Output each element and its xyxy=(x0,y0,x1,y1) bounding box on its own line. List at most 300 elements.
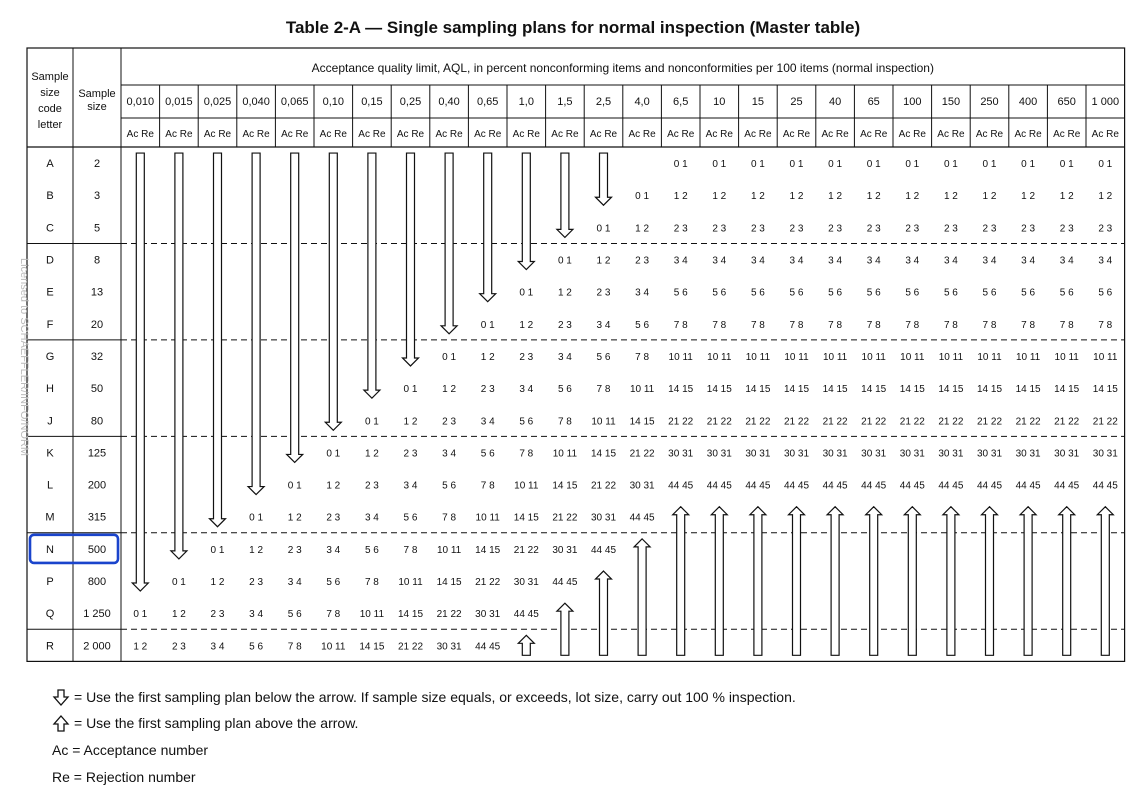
plan-cell: 3 4 xyxy=(210,641,225,653)
plan-cell: 14 15 xyxy=(513,512,539,524)
legend-down-text: = Use the first sampling plan below the arrow. If sample size equals, or exceeds, lot size, carry out 100 % inspection. xyxy=(74,689,796,705)
plan-cell: 1 2 xyxy=(557,287,572,299)
plan-cell: 3 4 xyxy=(480,416,495,428)
plan-cell: 3 4 xyxy=(1021,255,1036,267)
header-code-letter: code xyxy=(38,103,62,115)
plan-cell: 0 1 xyxy=(943,159,958,171)
row-sample-size: 200 xyxy=(87,479,107,492)
row-code-letter: L xyxy=(46,479,54,492)
plan-cell: 10 11 xyxy=(784,351,809,363)
header-acre: Ac Re xyxy=(474,129,502,140)
plan-cell: 44 45 xyxy=(552,577,578,589)
row-code-letter: P xyxy=(46,576,54,589)
plan-cell: 44 45 xyxy=(629,512,655,524)
plan-cell: 14 15 xyxy=(745,384,771,396)
header-aql-value: 4,0 xyxy=(634,96,650,108)
plan-cell: 0 1 xyxy=(403,384,418,396)
plan-cell: 14 15 xyxy=(899,384,925,396)
plan-cell: 30 31 xyxy=(590,512,617,524)
plan-cell: 14 15 xyxy=(397,609,424,621)
plan-cell: 5 6 xyxy=(596,351,611,363)
up-arrow-icon xyxy=(1097,507,1113,656)
up-arrow-icon xyxy=(557,603,573,655)
plan-cell: 3 4 xyxy=(673,255,688,267)
down-arrow-icon xyxy=(403,153,419,366)
plan-cell: 14 15 xyxy=(475,544,501,556)
plan-cell: 7 8 xyxy=(866,319,881,331)
plan-cell: 5 6 xyxy=(249,641,264,653)
header-acre: Ac Re xyxy=(628,129,656,140)
plan-cell: 3 4 xyxy=(287,577,302,589)
plan-cell: 21 22 xyxy=(1092,416,1118,428)
plan-cell: 5 6 xyxy=(635,319,650,331)
plan-cell: 10 11 xyxy=(1054,351,1079,363)
plan-cell: 14 15 xyxy=(629,416,655,428)
plan-cell: 5 6 xyxy=(789,287,804,299)
row-code-letter: E xyxy=(46,286,54,299)
plan-cell: 10 11 xyxy=(1093,351,1118,363)
plan-cell: 0 1 xyxy=(1021,159,1036,171)
plan-cell: 2 3 xyxy=(943,223,958,235)
row-code-letter: B xyxy=(46,190,54,203)
header-aql-value: 1 000 xyxy=(1091,96,1120,108)
plan-cell: 30 31 xyxy=(436,641,462,653)
plan-cell: 21 22 xyxy=(629,448,655,460)
header-sample-size: Sample xyxy=(78,88,116,100)
down-arrow-icon xyxy=(287,153,303,462)
plan-cell: 14 15 xyxy=(1015,384,1041,396)
table-title: Table 2-A — Single sampling plans for normal inspection (Master table) xyxy=(285,18,861,37)
header-acre: Ac Re xyxy=(898,129,926,140)
plan-cell: 5 6 xyxy=(403,512,418,524)
plan-cell: 44 45 xyxy=(706,480,732,492)
plan-cell: 7 8 xyxy=(287,641,302,653)
plan-cell: 2 3 xyxy=(982,223,997,235)
plan-cell: 7 8 xyxy=(750,319,765,331)
plan-cell: 0 1 xyxy=(1059,159,1074,171)
plan-cell: 2 3 xyxy=(249,577,264,589)
header-acre: Ac Re xyxy=(319,129,347,140)
plan-cell: 2 3 xyxy=(712,223,727,235)
header-aql-value: 0,25 xyxy=(399,96,422,108)
plan-cell: 44 45 xyxy=(1015,480,1041,492)
row-code-letter: N xyxy=(46,543,54,556)
plan-cell: 10 11 xyxy=(321,641,346,653)
plan-cell: 2 3 xyxy=(364,480,379,492)
row-code-letter: C xyxy=(46,222,54,235)
plan-cell: 14 15 xyxy=(436,577,462,589)
plan-cell: 3 4 xyxy=(596,319,611,331)
plan-cell: 14 15 xyxy=(938,384,964,396)
header-aql-value: 15 xyxy=(751,96,765,108)
plan-cell: 1 2 xyxy=(596,255,611,267)
row-sample-size: 800 xyxy=(87,576,107,589)
plan-cell: 21 22 xyxy=(976,416,1003,428)
plan-cell: 7 8 xyxy=(403,544,418,556)
plan-cell: 0 1 xyxy=(750,159,765,171)
plan-cell: 21 22 xyxy=(436,609,462,621)
plan-cell: 14 15 xyxy=(552,480,578,492)
plan-cell: 5 6 xyxy=(750,287,765,299)
plan-cell: 5 6 xyxy=(982,287,997,299)
header-aql-value: 10 xyxy=(713,96,726,108)
header-aql-value: 0,015 xyxy=(165,96,193,108)
plan-cell: 0 1 xyxy=(1098,159,1113,171)
plan-cell: 30 31 xyxy=(629,480,655,492)
up-arrow-icon xyxy=(711,507,727,656)
plan-cell: 21 22 xyxy=(706,416,732,428)
plan-cell: 7 8 xyxy=(905,319,920,331)
plan-cell: 5 6 xyxy=(364,544,379,556)
header-aql-value: 100 xyxy=(903,96,922,108)
plan-cell: 30 31 xyxy=(1092,448,1118,460)
header-acre: Ac Re xyxy=(281,129,309,140)
down-arrow-icon xyxy=(171,153,187,559)
header-acre: Ac Re xyxy=(975,129,1004,140)
row-sample-size: 32 xyxy=(90,350,104,363)
plan-cell: 2 3 xyxy=(557,319,572,331)
plan-cell: 30 31 xyxy=(861,448,887,460)
plan-cell: 21 22 xyxy=(899,416,925,428)
header-aql-value: 1,5 xyxy=(557,96,573,108)
plan-cell: 21 22 xyxy=(861,416,887,428)
plan-cell: 30 31 xyxy=(552,544,578,556)
plan-cell: 5 6 xyxy=(326,577,341,589)
plan-cell: 0 1 xyxy=(364,416,379,428)
plan-cell: 7 8 xyxy=(1059,319,1074,331)
header-aql-value: 0,10 xyxy=(322,96,345,108)
up-arrow-icon xyxy=(827,507,843,656)
plan-cell: 44 45 xyxy=(938,480,964,492)
plan-cell: 1 2 xyxy=(712,191,727,203)
plan-cell: 1 2 xyxy=(866,191,881,203)
header-code-letter: Sample xyxy=(31,71,69,83)
plan-cell: 21 22 xyxy=(513,544,539,556)
header-aql-value: 1,0 xyxy=(518,96,534,108)
plan-cell: 3 4 xyxy=(982,255,997,267)
plan-cell: 7 8 xyxy=(789,319,804,331)
row-sample-size: 500 xyxy=(87,543,107,556)
plan-cell: 7 8 xyxy=(828,319,843,331)
header-aql-value: 0,040 xyxy=(242,96,270,108)
plan-cell: 44 45 xyxy=(513,609,539,621)
header-acre: Ac Re xyxy=(1053,129,1081,140)
row-sample-size: 3 xyxy=(93,190,101,203)
plan-cell: 5 6 xyxy=(480,448,495,460)
plan-cell: 3 4 xyxy=(364,512,379,524)
plan-cell: 14 15 xyxy=(359,641,385,653)
plan-cell: 0 1 xyxy=(635,191,650,203)
plan-cell: 7 8 xyxy=(635,351,650,363)
row-sample-size: 315 xyxy=(87,511,107,524)
header-aql-value: 650 xyxy=(1057,96,1076,108)
plan-cell: 3 4 xyxy=(905,255,920,267)
header-aql-value: 40 xyxy=(828,96,842,108)
plan-cell: 0 1 xyxy=(596,223,611,235)
plan-cell: 44 45 xyxy=(590,544,617,556)
header-acre: Ac Re xyxy=(203,129,232,140)
plan-cell: 10 11 xyxy=(822,351,848,363)
plan-cell: 30 31 xyxy=(1054,448,1080,460)
plan-cell: 10 11 xyxy=(591,416,616,428)
plan-cell: 5 6 xyxy=(712,287,727,299)
up-arrow-icon xyxy=(943,507,959,656)
header-acre: Ac Re xyxy=(589,129,618,140)
row-sample-size: 80 xyxy=(90,415,104,428)
plan-cell: 44 45 xyxy=(976,480,1003,492)
plan-cell: 5 6 xyxy=(1059,287,1074,299)
plan-cell: 14 15 xyxy=(861,384,887,396)
plan-cell: 3 4 xyxy=(249,609,264,621)
row-sample-size: 5 xyxy=(93,222,101,235)
header-aql-value: 6,5 xyxy=(673,96,689,108)
plan-cell: 0 1 xyxy=(210,544,225,556)
plan-cell: 7 8 xyxy=(596,384,611,396)
plan-cell: 1 2 xyxy=(249,544,264,556)
plan-cell: 0 1 xyxy=(287,480,302,492)
up-arrow-icon xyxy=(634,539,650,655)
header-acre: Ac Re xyxy=(821,129,849,140)
plan-cell: 21 22 xyxy=(1015,416,1041,428)
plan-cell: 1 2 xyxy=(828,191,843,203)
plan-cell: 2 3 xyxy=(1098,223,1113,235)
plan-cell: 2 3 xyxy=(828,223,843,235)
legend-ac-text: Ac = Acceptance number xyxy=(52,742,209,758)
plan-cell: 44 45 xyxy=(745,480,771,492)
header-aql-value: 25 xyxy=(790,96,803,108)
plan-cell: 0 1 xyxy=(249,512,264,524)
plan-cell: 21 22 xyxy=(552,512,578,524)
row-code-letter: A xyxy=(46,158,54,171)
plan-cell: 1 2 xyxy=(326,480,341,492)
header-aql-value: 65 xyxy=(867,96,880,108)
up-arrow-icon xyxy=(789,507,805,656)
header-acre: Ac Re xyxy=(860,129,888,140)
plan-cell: 1 2 xyxy=(287,512,302,524)
header-acre: Ac Re xyxy=(358,129,386,140)
plan-cell: 2 3 xyxy=(519,351,534,363)
up-arrow-icon xyxy=(750,507,766,656)
plan-cell: 30 31 xyxy=(668,448,694,460)
header-acre: Ac Re xyxy=(744,129,772,140)
plan-cell: 0 1 xyxy=(442,351,457,363)
header-acre: Ac Re xyxy=(242,129,270,140)
plan-cell: 14 15 xyxy=(706,384,732,396)
header-aql-value: 2,5 xyxy=(595,96,612,108)
plan-cell: 30 31 xyxy=(899,448,925,460)
header-aql-value: 150 xyxy=(941,96,961,108)
plan-cell: 7 8 xyxy=(480,480,495,492)
plan-cell: 2 3 xyxy=(326,512,341,524)
plan-cell: 14 15 xyxy=(668,384,694,396)
plan-cell: 14 15 xyxy=(1092,384,1118,396)
plan-cell: 5 6 xyxy=(1021,287,1036,299)
header-acre: Ac Re xyxy=(126,129,154,140)
up-arrow-icon xyxy=(982,507,998,656)
plan-cell: 14 15 xyxy=(1054,384,1080,396)
plan-cell: 44 45 xyxy=(1054,480,1080,492)
down-arrow-icon xyxy=(480,153,496,302)
plan-cell: 7 8 xyxy=(1098,319,1113,331)
plan-cell: 2 3 xyxy=(866,223,881,235)
plan-cell: 10 11 xyxy=(861,351,886,363)
header-acre: Ac Re xyxy=(512,129,540,140)
plan-cell: 5 6 xyxy=(557,384,572,396)
header-aql-value: 0,065 xyxy=(280,96,309,108)
plan-cell: 2 3 xyxy=(1021,223,1036,235)
plan-cell: 44 45 xyxy=(475,641,501,653)
row-sample-size: 2 000 xyxy=(83,640,111,653)
plan-cell: 5 6 xyxy=(866,287,881,299)
plan-cell: 21 22 xyxy=(1054,416,1080,428)
plan-cell: 2 3 xyxy=(750,223,765,235)
plan-cell: 2 3 xyxy=(673,223,688,235)
plan-cell: 5 6 xyxy=(519,416,534,428)
plan-cell: 3 4 xyxy=(403,480,418,492)
plan-cell: 44 45 xyxy=(899,480,925,492)
header-acre: Ac Re xyxy=(782,129,811,140)
plan-cell: 3 4 xyxy=(1059,255,1074,267)
row-sample-size: 2 xyxy=(93,158,101,171)
plan-cell: 7 8 xyxy=(326,609,341,621)
header-aql-value: 0,65 xyxy=(476,96,499,108)
plan-cell: 1 2 xyxy=(789,191,804,203)
plan-cell: 5 6 xyxy=(828,287,843,299)
plan-cell: 10 11 xyxy=(359,609,385,621)
up-arrow-icon xyxy=(904,507,920,656)
plan-cell: 44 45 xyxy=(783,480,810,492)
plan-cell: 1 2 xyxy=(905,191,920,203)
plan-cell: 2 3 xyxy=(635,255,650,267)
plan-cell: 5 6 xyxy=(905,287,920,299)
header-acre: Ac Re xyxy=(937,129,965,140)
plan-cell: 0 1 xyxy=(673,159,688,171)
plan-cell: 7 8 xyxy=(943,319,958,331)
plan-cell: 3 4 xyxy=(828,255,843,267)
plan-cell: 1 2 xyxy=(133,641,148,653)
header-aql-caption: Acceptance quality limit, AQL, in percent nonconforming items and nonconformities per 100 items (normal inspection) xyxy=(311,61,934,75)
plan-cell: 7 8 xyxy=(673,319,688,331)
plan-cell: 21 22 xyxy=(397,641,424,653)
plan-cell: 1 2 xyxy=(1021,191,1036,203)
plan-cell: 3 4 xyxy=(442,448,457,460)
plan-cell: 0 1 xyxy=(982,159,997,171)
plan-cell: 7 8 xyxy=(519,448,534,460)
header-aql-value: 0,025 xyxy=(203,96,232,108)
row-code-letter: M xyxy=(45,511,55,524)
plan-cell: 10 11 xyxy=(475,512,500,524)
plan-cell: 0 1 xyxy=(789,159,804,171)
down-arrow-icon xyxy=(596,153,612,205)
plan-cell: 1 2 xyxy=(442,384,457,396)
up-arrow-icon xyxy=(596,571,612,655)
plan-cell: 5 6 xyxy=(442,480,457,492)
plan-cell: 5 6 xyxy=(673,287,688,299)
plan-cell: 1 2 xyxy=(943,191,958,203)
row-code-letter: J xyxy=(47,415,53,428)
down-arrow-icon xyxy=(364,153,380,398)
plan-cell: 3 4 xyxy=(326,544,341,556)
down-arrow-icon xyxy=(325,153,341,430)
plan-cell: 14 15 xyxy=(590,448,617,460)
row-sample-size: 8 xyxy=(93,254,101,267)
header-acre: Ac Re xyxy=(551,129,579,140)
plan-cell: 3 4 xyxy=(1098,255,1113,267)
plan-cell: 2 3 xyxy=(210,609,225,621)
plan-cell: 1 2 xyxy=(519,319,534,331)
plan-cell: 10 11 xyxy=(398,577,423,589)
plan-cell: 0 1 xyxy=(866,159,881,171)
plan-cell: 7 8 xyxy=(442,512,457,524)
row-sample-size: 125 xyxy=(87,447,107,460)
header-code-letter: letter xyxy=(37,119,63,131)
header-acre: Ac Re xyxy=(435,129,463,140)
header-aql-value: 0,40 xyxy=(438,96,460,108)
plan-cell: 2 3 xyxy=(1059,223,1074,235)
plan-cell: 30 31 xyxy=(976,448,1003,460)
plan-cell: 2 3 xyxy=(789,223,804,235)
plan-cell: 30 31 xyxy=(822,448,848,460)
header-sample-size: size xyxy=(87,101,107,113)
plan-cell: 1 2 xyxy=(210,577,225,589)
side-watermark: Licensed to SCHAEFFLER/INFO/NORM xyxy=(18,258,30,457)
plan-cell: 1 2 xyxy=(171,609,186,621)
legend-up-text: = Use the first sampling plan above the arrow. xyxy=(74,715,359,731)
plan-cell: 0 1 xyxy=(171,577,186,589)
plan-cell: 21 22 xyxy=(822,416,848,428)
row-sample-size: 1 250 xyxy=(83,608,111,621)
plan-cell: 1 2 xyxy=(982,191,997,203)
plan-cell: 30 31 xyxy=(475,609,501,621)
plan-cell: 10 11 xyxy=(1015,351,1041,363)
plan-cell: 10 11 xyxy=(629,384,655,396)
plan-cell: 0 1 xyxy=(519,287,534,299)
plan-cell: 1 2 xyxy=(1059,191,1074,203)
header-acre: Ac Re xyxy=(396,129,425,140)
plan-cell: 30 31 xyxy=(783,448,810,460)
plan-cell: 21 22 xyxy=(475,577,501,589)
plan-cell: 10 11 xyxy=(977,351,1002,363)
plan-cell: 30 31 xyxy=(745,448,771,460)
plan-cell: 0 1 xyxy=(133,609,148,621)
down-arrow-icon xyxy=(132,153,148,591)
plan-cell: 14 15 xyxy=(783,384,810,396)
plan-cell: 10 11 xyxy=(707,351,732,363)
plan-cell: 1 2 xyxy=(750,191,765,203)
up-arrow-icon xyxy=(1059,507,1075,656)
plan-cell: 44 45 xyxy=(668,480,694,492)
row-code-letter: K xyxy=(46,447,54,460)
plan-cell: 1 2 xyxy=(1098,191,1113,203)
plan-cell: 2 3 xyxy=(480,384,495,396)
plan-cell: 44 45 xyxy=(861,480,887,492)
row-code-letter: R xyxy=(46,640,54,653)
up-arrow-icon xyxy=(866,507,882,656)
header-code-letter: size xyxy=(40,87,60,99)
plan-cell: 2 3 xyxy=(287,544,302,556)
plan-cell: 30 31 xyxy=(706,448,732,460)
plan-cell: 5 6 xyxy=(943,287,958,299)
plan-cell: 3 4 xyxy=(557,351,572,363)
row-code-letter: G xyxy=(45,350,55,363)
plan-cell: 7 8 xyxy=(557,416,572,428)
plan-cell: 0 1 xyxy=(712,159,727,171)
plan-cell: 21 22 xyxy=(590,480,617,492)
up-arrow-icon xyxy=(673,507,689,656)
up-arrow-icon xyxy=(518,635,534,655)
up-arrow-icon xyxy=(52,715,70,733)
plan-cell: 10 11 xyxy=(745,351,771,363)
